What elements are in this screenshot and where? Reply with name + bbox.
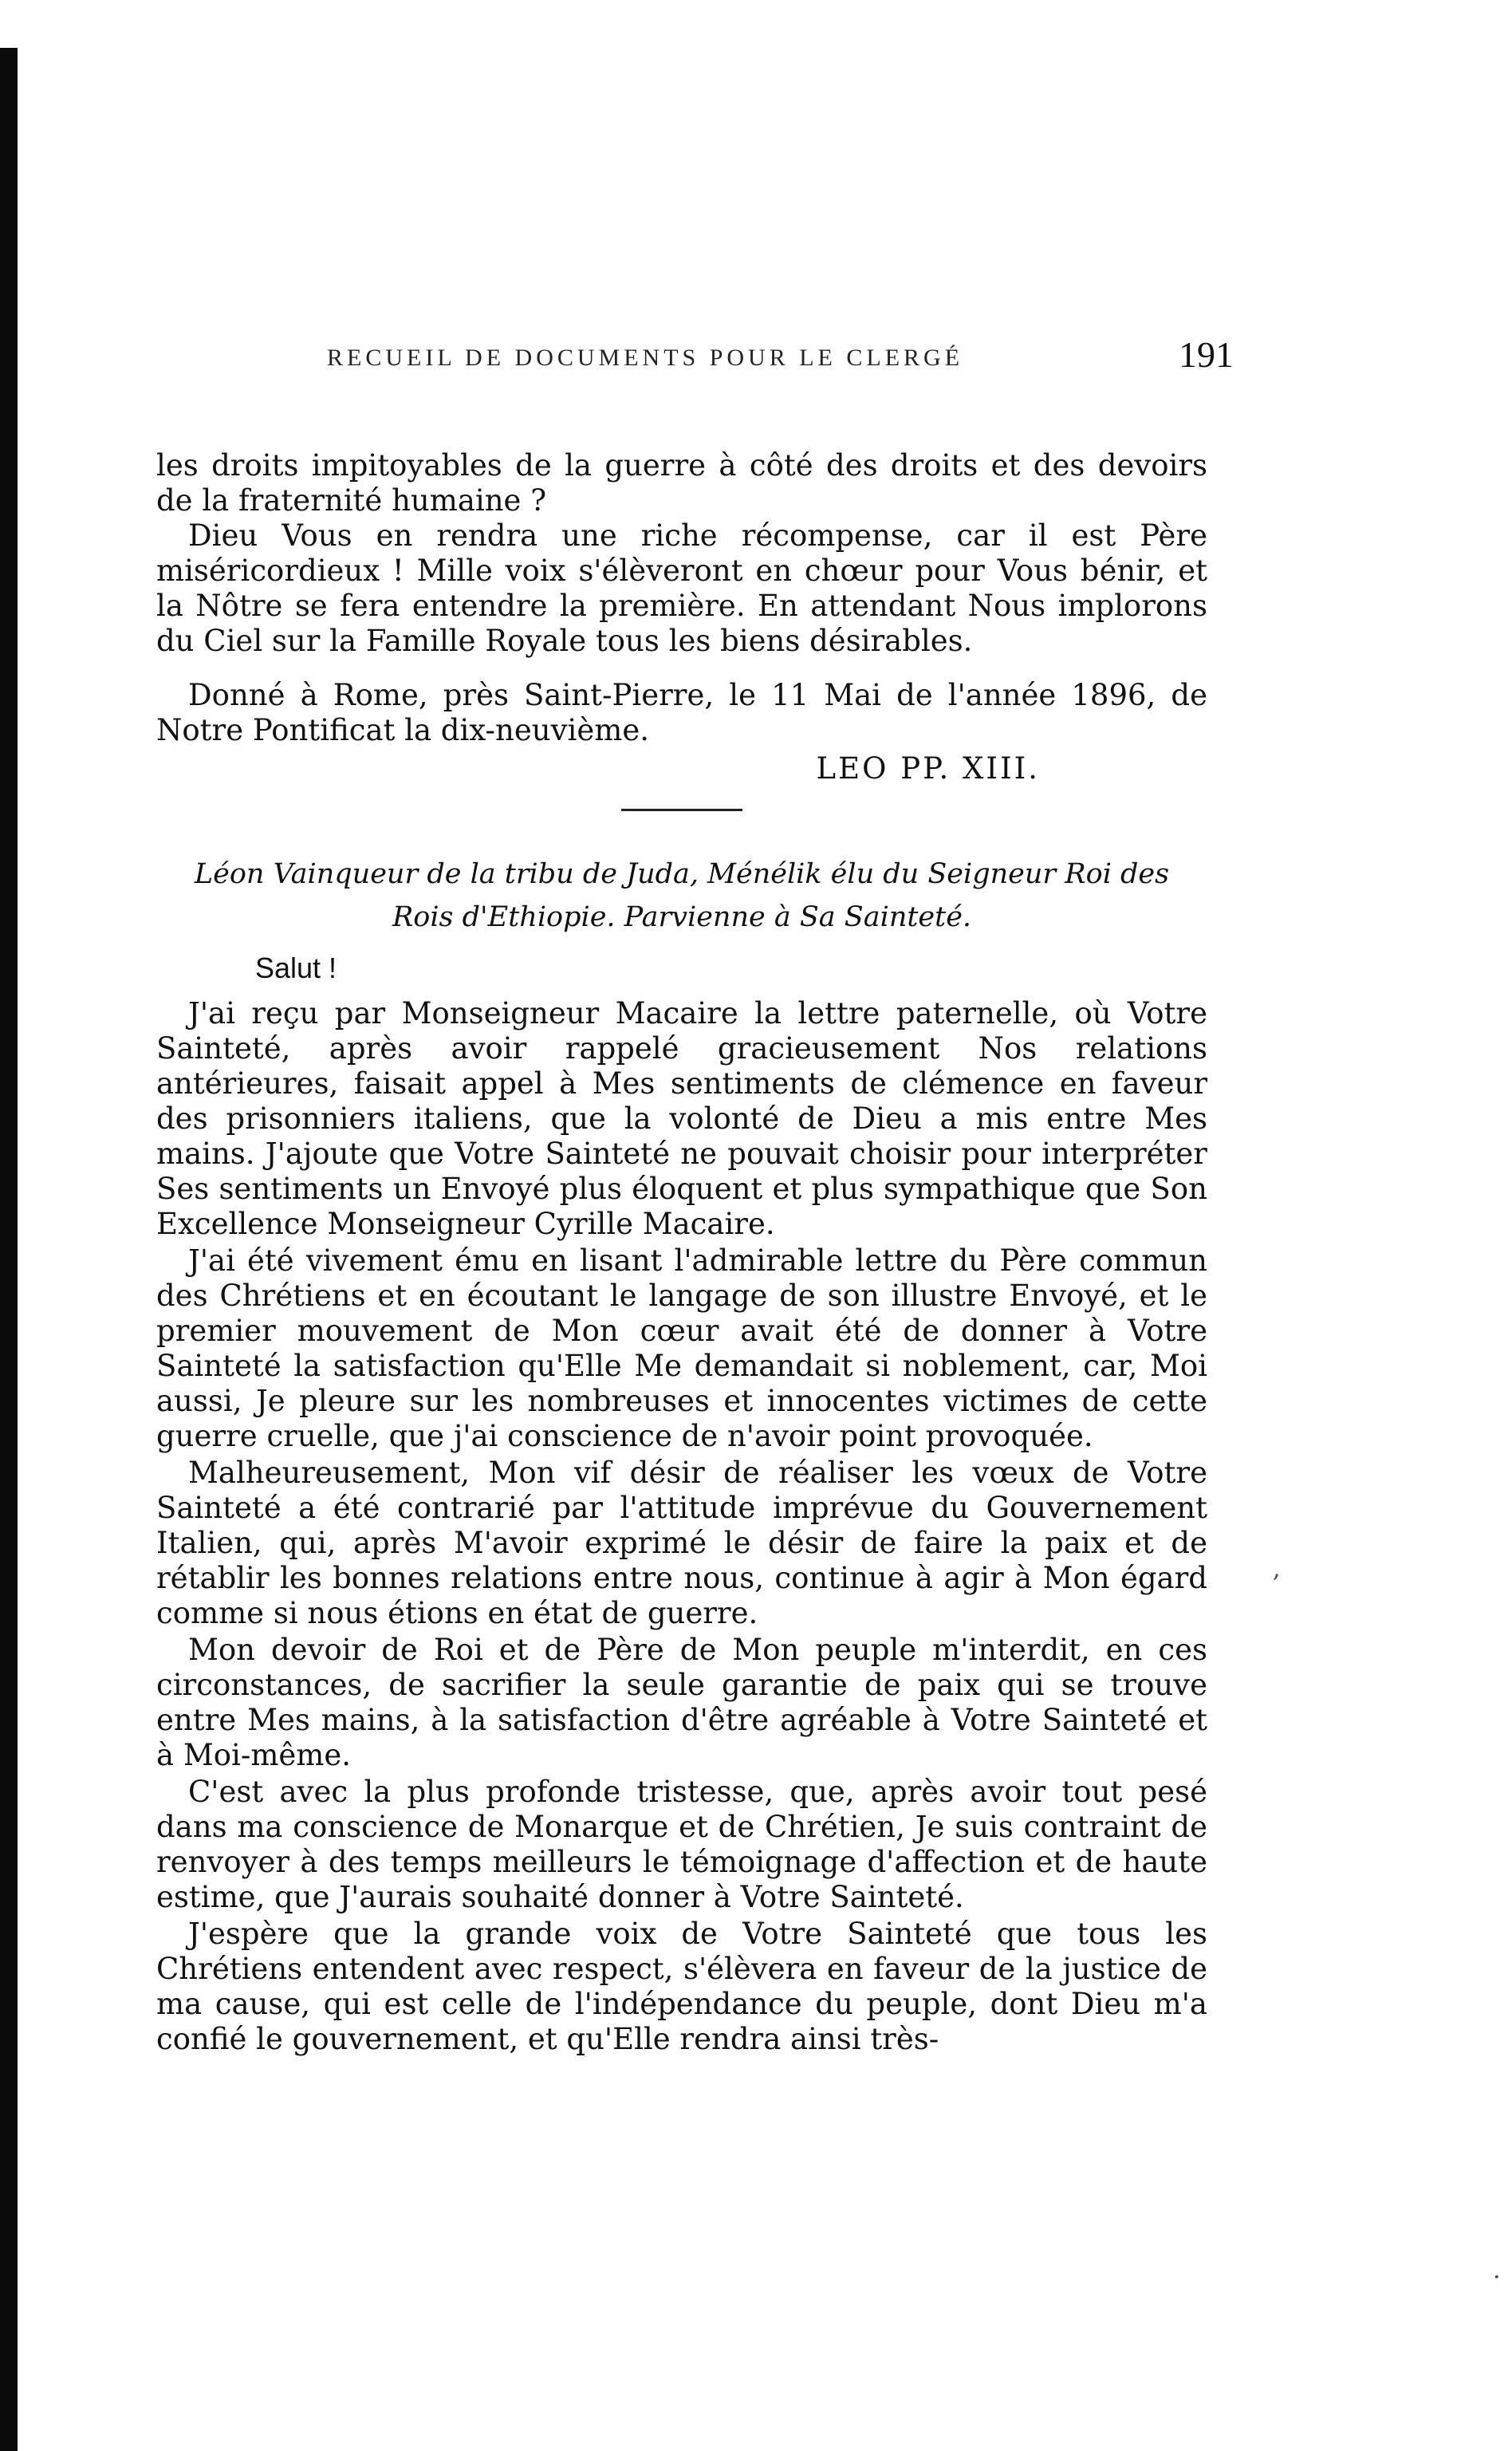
closing-paragraph-1: les droits impitoyables de la guerre à côté des droits et des devoirs de la fraternité humaine ? xyxy=(156,448,1207,518)
running-head xyxy=(0,333,1512,389)
letter-paragraph-2: J'ai été vivement ému en lisant l'admirable lettre du Père commun des Chrétiens et en écoutant le langage de son illustre Envoyé, et le premier mouvement de Mon cœur avait été de donner à Votre Sainteté la satisfaction qu'Elle Me demandait si noblement, car, Moi aussi, Je pleure sur les nombreuses et innocentes victimes de cette guerre cruelle, que j'ai conscience de n'avoir point provoquée. xyxy=(156,1243,1207,1453)
letter-paragraph-3: Malheureusement, Mon vif désir de réaliser les vœux de Votre Sainteté a été contrarié par l'attitude imprévue du Gouvernement Italien, qui, après M'avoir exprimé le désir de faire la paix et de rétablir les bonnes relations entre nous, continue à agir à Mon égard comme si nous étions en état de guerre. xyxy=(156,1456,1207,1630)
margin-speck: , xyxy=(1273,1555,1281,1583)
closing-section xyxy=(156,448,1207,811)
section-divider xyxy=(621,809,742,811)
margin-speck: · xyxy=(1493,2264,1501,2291)
closing-paragraph-2: Dieu Vous en rendra une riche récompense, car il est Père miséricordieux ! Mille voix s'élèveront en chœur pour Vous bénir, et la Nôtre se fera entendre la première. En attendant Nous implorons du Ciel sur la Famille Royale tous les biens désirables. xyxy=(156,518,1207,658)
letter-paragraph-4: Mon devoir de Roi et de Père de Mon peuple m'interdit, en ces circonstances, de sacrifier la seule garantie de paix qui se trouve entre Mes mains, à la satisfaction d'être agréable à Votre Sainteté et à Moi-même. xyxy=(156,1633,1207,1772)
salutation: Salut ! xyxy=(255,952,337,984)
letter-heading: Léon Vainqueur de la tribu de Juda, Ménélik élu du Seigneur Roi des Rois d'Ethiopie. Parvienne à Sa Sainteté. xyxy=(194,858,1170,933)
running-head-title: RECUEIL DE DOCUMENTS POUR LE CLERGÉ xyxy=(327,345,964,371)
letter-paragraph-1: J'ai reçu par Monseigneur Macaire la lettre paternelle, où Votre Sainteté, après avoir rappelé gracieusement Nos relations antérieures, faisait appel à Mes sentiments de clémence en faveur des prisonniers italiens, que la volonté de Dieu a mis entre Mes mains. J'ajoute que Votre Sainteté ne pouvait choisir pour interpréter Ses sentiments un Envoyé plus éloquent et plus sympathique que Son Excellence Monseigneur Cyrille Macaire. xyxy=(156,996,1207,1241)
letter-section xyxy=(156,853,1207,2057)
letter-body xyxy=(156,996,1207,2057)
dating-clause: Donné à Rome, près Saint-Pierre, le 11 Mai de l'année 1896, de Notre Pontificat la dix-neuvième. xyxy=(156,678,1207,747)
page-number: 191 xyxy=(1179,334,1234,375)
letter-paragraph-5: C'est avec la plus profonde tristesse, que, après avoir tout pesé dans ma conscience de Monarque et de Chrétien, Je suis contraint de renvoyer à des temps meilleurs le témoignage d'affection et de haute estime, que J'aurais souhaité donner à Votre Sainteté. xyxy=(156,1775,1207,1914)
signature: LEO PP. XIII. xyxy=(816,751,1040,786)
page-binding-edge xyxy=(0,48,18,2451)
letter-paragraph-6: J'espère que la grande voix de Votre Sainteté que tous les Chrétiens entendent avec respect, s'élèvera en faveur de la justice de ma cause, qui est celle de l'indépendance du peuple, dont Dieu m'a confié le gouvernement, et qu'Elle rendra ainsi très- xyxy=(156,1917,1207,2056)
page-body xyxy=(156,448,1207,2057)
